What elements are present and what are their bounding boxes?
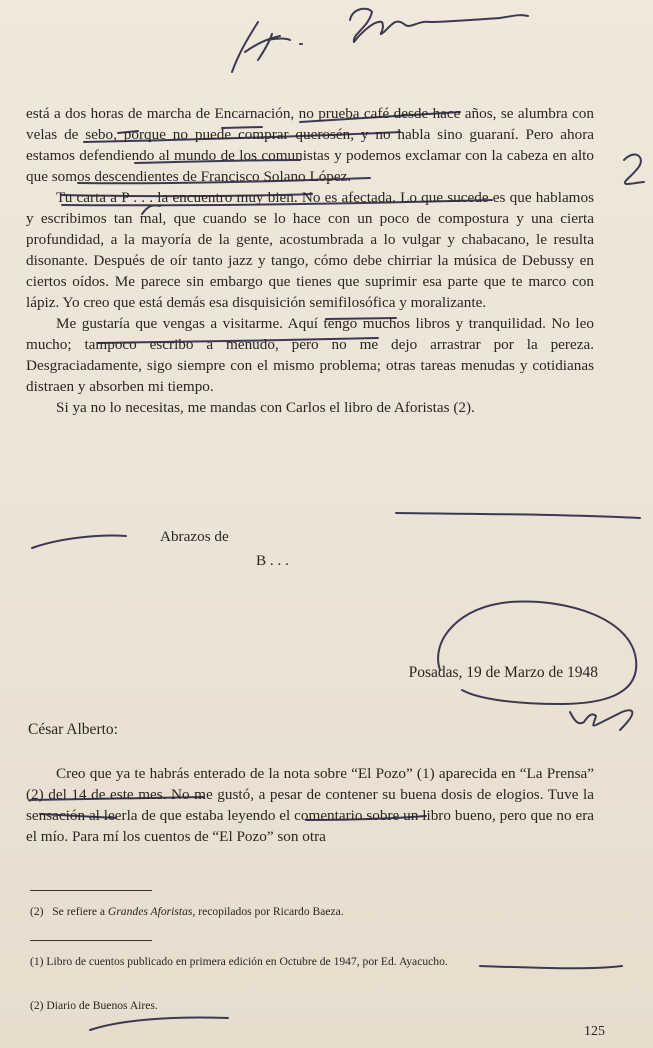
margin-note bbox=[619, 150, 620, 151]
signature: B . . . bbox=[256, 552, 289, 569]
letter-1-body bbox=[26, 103, 594, 418]
dateline: Posadas, 19 de Marzo de 1948 bbox=[408, 664, 598, 681]
paragraph: Tu carta a P . . . la encuentro muy bien. No es afectada. Lo que sucede es que hablamos y escribimos tan mal, que cuando se lo hace con un poco de compostura y una cierta profundidad, a la mayoría de la gente, acostumbrada a lo vulgar y chabacano, le resulta disonante. Después de oír tanto jazz y tango, cómo debe chirriar la música de Debussy en ciertos oídos. Me parece sin embargo que tienes que suprimir esa parte que te marco con lápiz. Yo creo que está demás esa disquisición semifilosófica y moralizante. bbox=[26, 189, 594, 311]
footnote-pozo: (1) Libro de cuentos publicado en primera edición en Octubre de 1947, por Ed. Ayacucho. bbox=[30, 955, 448, 968]
book-title: Grandes Aforistas bbox=[107, 905, 193, 918]
handwritten-scrawl bbox=[232, 22, 302, 72]
footnote-prensa: (2) Diario de Buenos Aires. bbox=[30, 999, 158, 1012]
paragraph: está a dos horas de marcha de Encarnación, no prueba café desde hace años, se alumbra con velas de sebo, porque no puede comprar querosén, y no habla sino guaraní. Pero ahora estamos defendiendo al mundo de los comunistas y podemos exclamar con la cabeza en alto que somos descendientes de Francisco Solano López. bbox=[26, 105, 594, 185]
underline bbox=[32, 536, 126, 549]
footnote-text: Se refiere a bbox=[52, 905, 106, 918]
footnote-rule bbox=[30, 940, 152, 941]
margin-note-2 bbox=[624, 155, 644, 184]
footnote-text: , recopilados por Ricardo Baeza. bbox=[192, 905, 344, 918]
footnote-aforistas bbox=[30, 905, 344, 918]
closing: Abrazos de bbox=[160, 528, 229, 545]
handwritten-initials bbox=[570, 710, 632, 730]
footnote-rule bbox=[30, 890, 152, 891]
handwritten-scrawl-2 bbox=[350, 9, 528, 42]
date-circle bbox=[438, 602, 636, 704]
footnote-number: (2) bbox=[30, 905, 44, 918]
page-number: 125 bbox=[584, 1024, 605, 1039]
letter-2-body bbox=[26, 763, 594, 847]
underline bbox=[90, 1018, 228, 1031]
paragraph: Creo que ya te habrás enterado de la nota sobre “El Pozo” (1) aparecida en “La Prensa” (2) del 14 de este mes. No me gustó, a pesar de contener su buena dosis de elogios. Tuve la sensación al leerla de que estaba leyendo el comentario sobre un libro bueno, pero que no era el mío. Para mí los cuentos de “El Pozo” son otra bbox=[26, 765, 594, 845]
underline bbox=[396, 513, 640, 518]
paragraph: Me gustaría que vengas a visitarme. Aquí tengo muchos libros y tranquilidad. No leo mucho; tampoco escribo a menudo, pero no me dejo arrastrar por la pereza. Desgraciadamente, sigo siempre con el mismo problema; otras tareas menudas y cotidianas distraen y absorben mi tiempo. bbox=[26, 315, 594, 395]
underline bbox=[480, 966, 622, 968]
salutation: César Alberto: bbox=[28, 721, 118, 738]
paragraph: Si ya no lo necesitas, me mandas con Carlos el libro de Aforistas (2). bbox=[56, 399, 475, 416]
